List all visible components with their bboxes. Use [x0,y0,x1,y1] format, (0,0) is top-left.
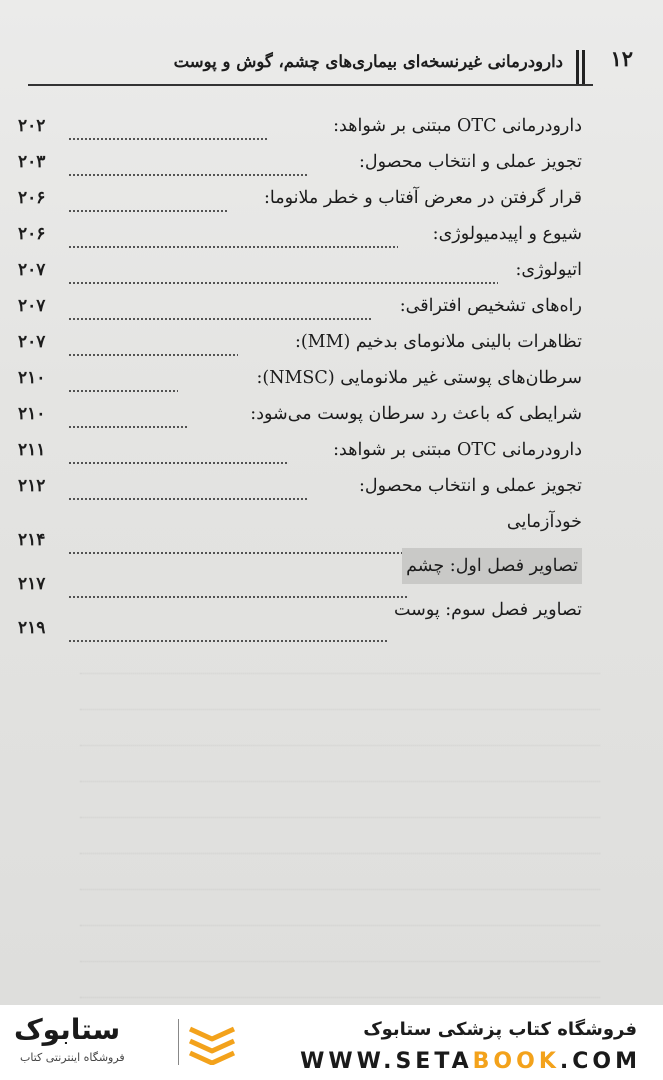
toc-entry-page: ۲۱۲ [18,476,46,496]
toc-entry-title: خودآزمایی [506,512,582,532]
toc-leader-dots [68,246,398,248]
toc-entry-page: ۲۱۴ [18,530,46,550]
toc-entry [10,216,602,252]
toc-entry-page: ۲۰۷ [18,296,46,316]
store-url[interactable]: WWW.SETABOOK.COM [300,1049,641,1074]
toc-entry-title: تجویز عملی و انتخاب محصول: [359,476,582,496]
page-number: ۱۲ [610,46,633,71]
toc-entry-title: تصاویر فصل سوم: پوست [393,600,582,620]
logo-divider [178,1019,179,1065]
toc-leader-dots [68,426,188,428]
toc-entry-title: تجویز عملی و انتخاب محصول: [359,152,582,172]
toc-leader-dots [68,462,288,464]
toc-entry [10,592,602,638]
header-divider-bars [575,50,585,84]
toc-leader-dots [68,282,498,284]
toc-entry [10,360,602,396]
toc-leader-dots [68,390,178,392]
logo-subtitle: فروشگاه اینترنتی کتاب [20,1051,125,1064]
toc-entry-title: دارودرمانی OTC مبتنی بر شواهد: [333,116,582,136]
toc-entry-title: سرطان‌های پوستی غیر ملانومایی (NMSC): [256,368,582,388]
toc-entry [10,432,602,468]
running-header-title: دارودرمانی غیرنسخه‌ای بیماری‌های چشم، گوش و پوست [173,52,563,71]
toc-leader-dots [68,354,238,356]
store-name: فروشگاه کتاب پزشکی ستابوک [363,1019,637,1040]
toc-leader-dots [68,138,268,140]
toc-leader-dots [68,498,308,500]
toc-entry-page: ۲۰۷ [18,260,46,280]
toc-entry [10,144,602,180]
toc-leader-dots [68,210,228,212]
toc-entry-page: ۲۱۰ [18,404,46,424]
toc-entry-page: ۲۰۲ [18,116,46,136]
toc-entry [10,288,602,324]
toc-entry-title: تظاهرات بالینی ملانومای بدخیم (MM): [294,332,582,352]
toc-entry [10,180,602,216]
toc-entry-title: قرار گرفتن در معرض آفتاب و خطر ملانوما: [263,188,582,208]
toc-entry-title: اتیولوژی: [515,260,582,280]
toc-leader-dots [68,174,308,176]
toc-entry-page: ۲۰۶ [18,224,46,244]
toc-entry-page: ۲۰۶ [18,188,46,208]
toc-entry [10,108,602,144]
toc-entry-title: دارودرمانی OTC مبتنی بر شواهد: [333,440,582,460]
toc-entry-page: ۲۱۰ [18,368,46,388]
toc-entry-page: ۲۰۷ [18,332,46,352]
toc-entry-title: تصاویر فصل اول: چشم [402,548,582,584]
logo-wordmark: ستابوک [14,1013,121,1046]
toc-entry [10,504,602,550]
show-through-text [80,640,600,1000]
toc-leader-dots [68,318,373,320]
page-header [28,46,633,86]
toc-entry [10,252,602,288]
toc-entry [10,324,602,360]
toc-entry [10,468,602,504]
store-footer-banner [0,1005,663,1080]
toc-entry-title: راه‌های تشخیص افتراقی: [399,296,582,316]
toc-entry [10,396,602,432]
toc-entry-page: ۲۱۱ [18,440,46,460]
book-stack-icon [186,1021,238,1065]
toc-entry-title: شرایطی که باعث رد سرطان پوست می‌شود: [250,404,582,424]
toc-entry-title: شیوع و اپیدمیولوژی: [432,224,582,244]
toc-entry-page: ۲۰۳ [18,152,46,172]
toc-entry [10,548,602,594]
toc-entry-page: ۲۱۹ [18,618,46,638]
toc-entry-page: ۲۱۷ [18,574,46,594]
